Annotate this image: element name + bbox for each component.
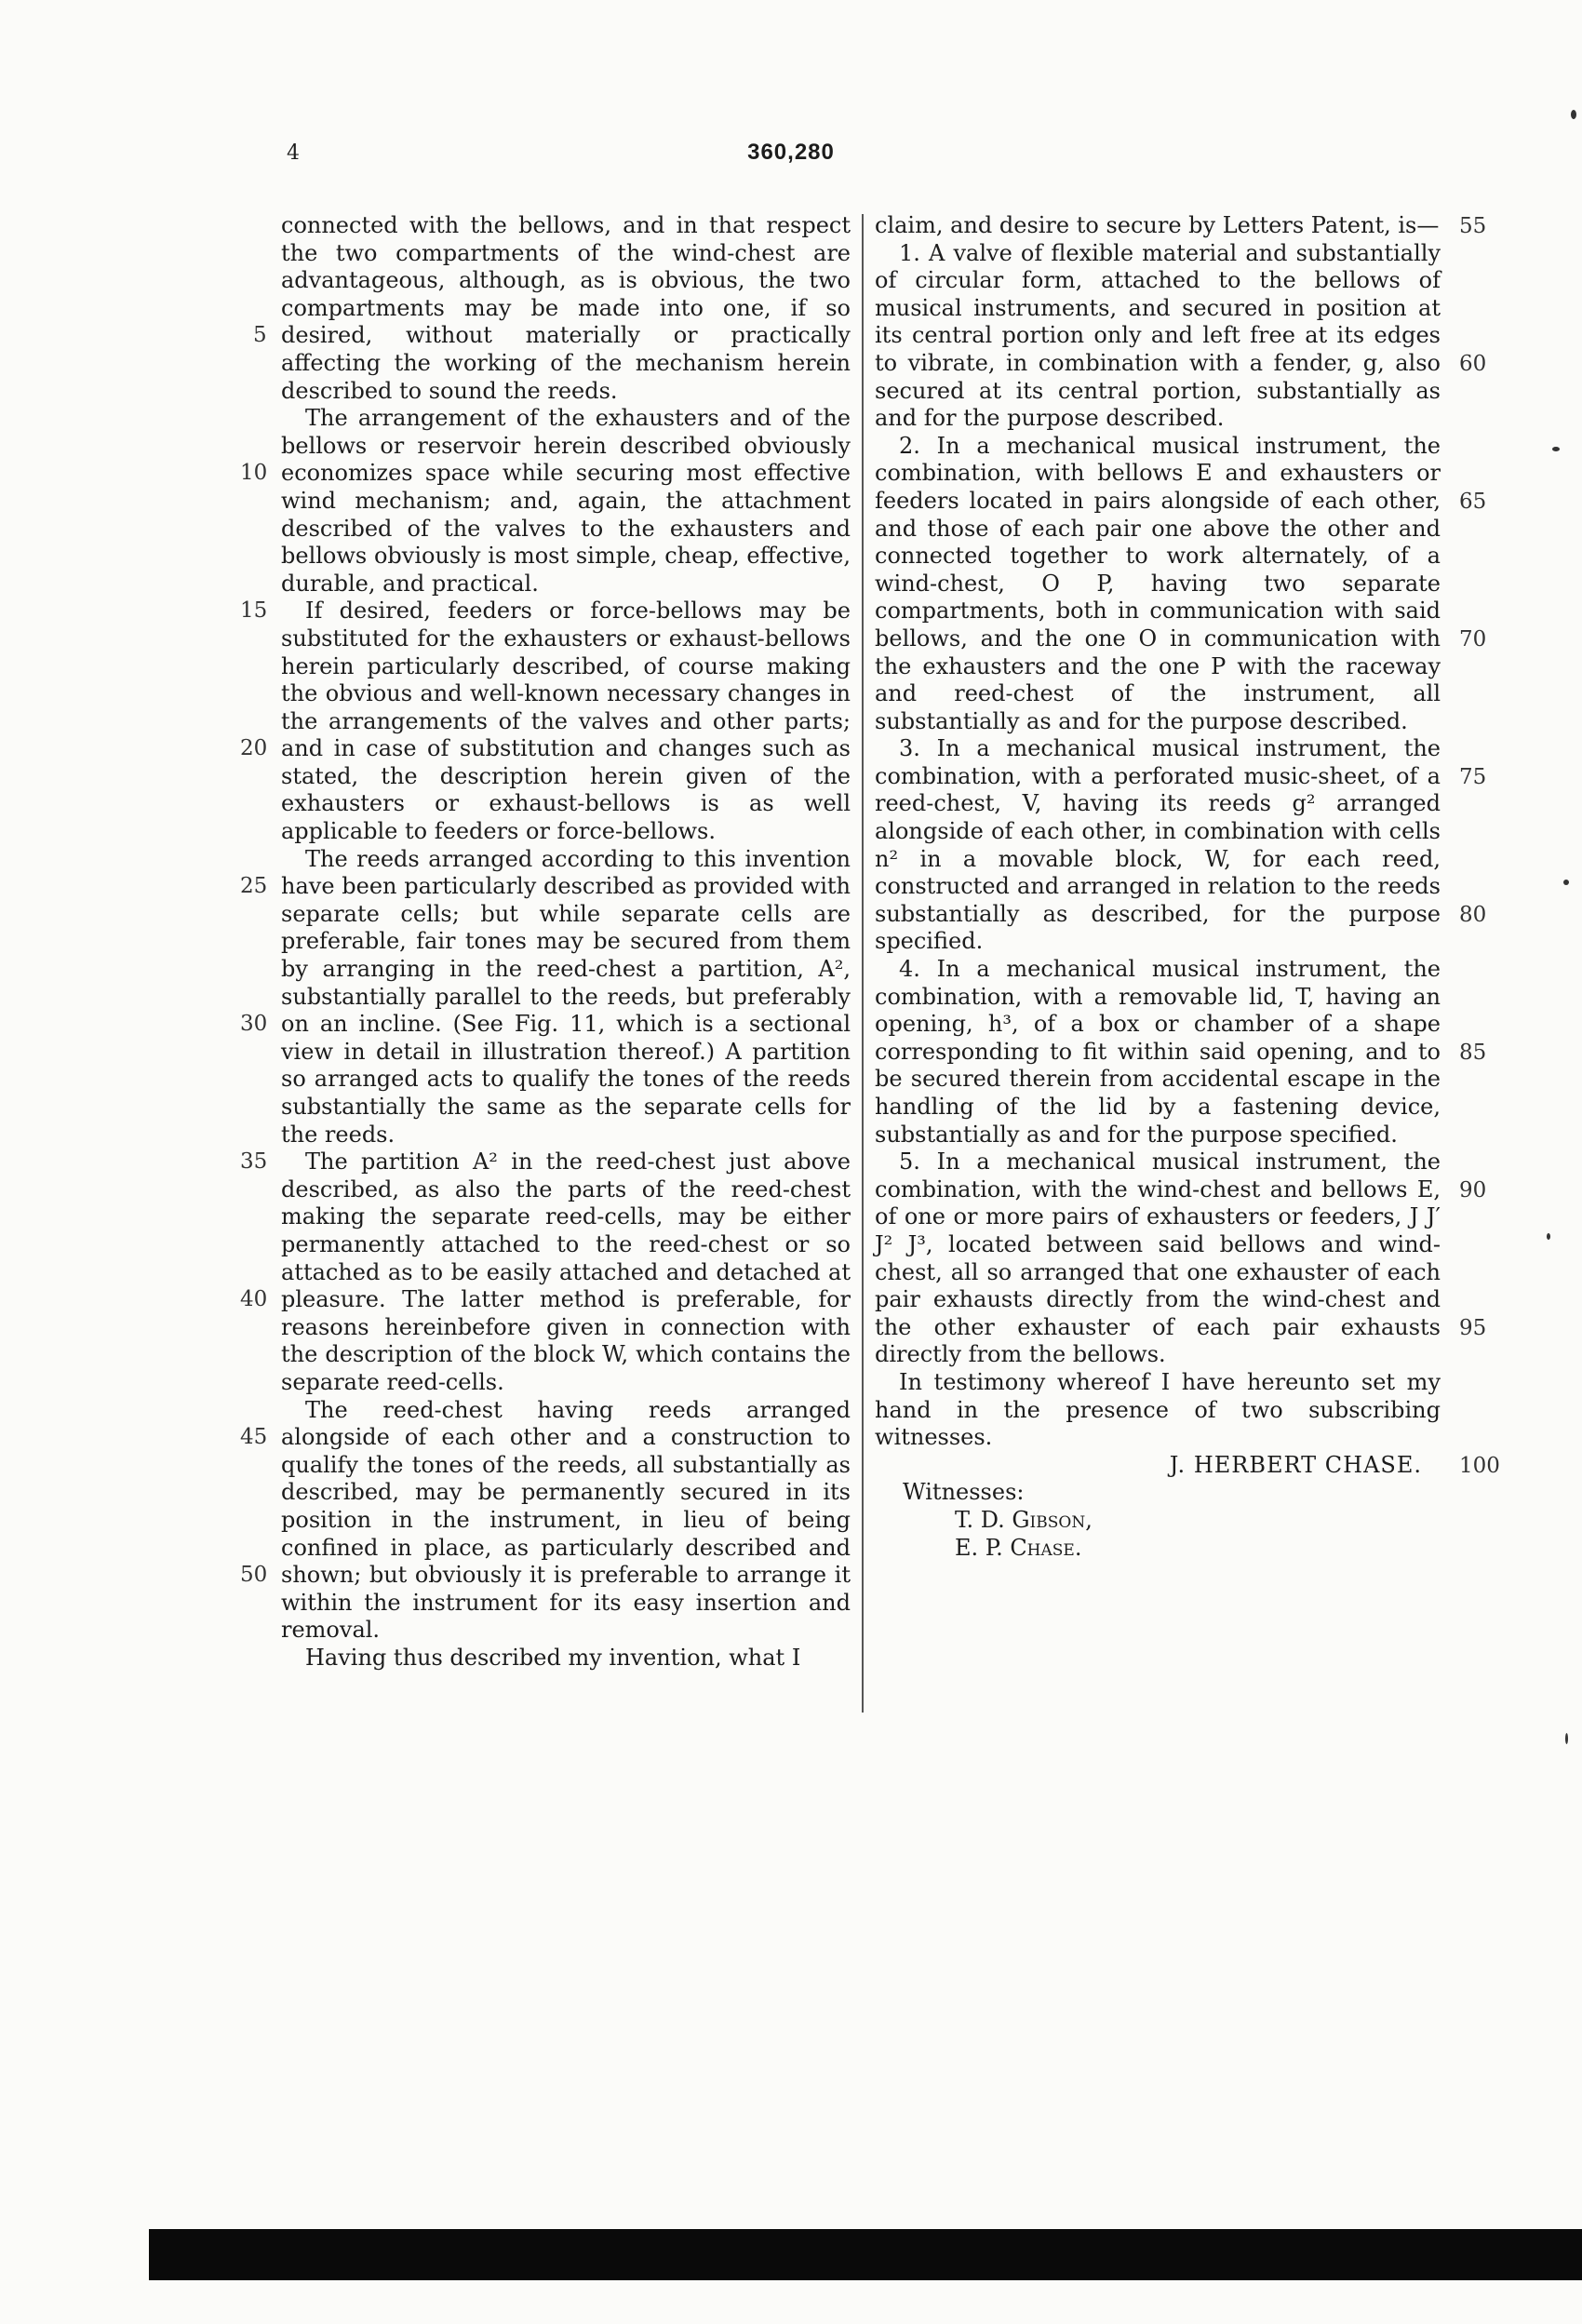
line-number: 30 [240, 1012, 268, 1036]
column-divider [862, 214, 864, 1713]
line-number: 55 [1459, 214, 1487, 238]
left-paragraph: connected with the bellows, and in that respect the two compartments of the wind-chest are advantageous, although, as is obvious, the two compartments may be made into one, if so desired, without materially or practically affecting the working of the mechanism herein described to sound the reeds. [281, 212, 851, 404]
left-paragraph: Having thus described my invention, what I [305, 1644, 801, 1671]
witness-name: T. D. Gibson, [955, 1506, 1093, 1533]
scan-speck [1552, 447, 1560, 451]
line-number: 50 [240, 1563, 268, 1587]
scan-speck [1547, 1233, 1550, 1240]
scan-speck [1565, 1733, 1568, 1744]
line-number: 80 [1459, 903, 1487, 927]
line-number: 5 [253, 323, 267, 347]
witnesses-label: Witnesses: [903, 1479, 1025, 1506]
right-column [875, 212, 1441, 1562]
scan-speck [1563, 880, 1569, 885]
left-paragraph: The reed-chest having reeds arranged alongside of each other and a construction to qualify the tones of the reeds, all substantially as described, may be permanently secured in its position in the instrument, in lieu of being confined in place, as particularly described and shown; but obviously it is preferable to arrange it within the instrument for its easy insertion and removal. [281, 1396, 851, 1644]
claim-2: 2. In a mechanical musical instrument, the combination, with bellows E and exhausters or feeders located in pairs alongside of each other, and those of each pair one above the other and connected together to work alternately, of a wind-chest, O P, having two separate compartments, both in communication with said bellows, and the one O in communication with the exhausters and the one P with the raceway and reed-chest of the instrument, all substantially as and for the purpose described. [875, 432, 1441, 734]
left-paragraph: The arrangement of the exhausters and of the bellows or reservoir herein described obviously economizes space while securing most effective wind mechanism; and, again, the attachment described of the valves to the exhausters and bellows obviously is most simple, cheap, effective, durable, and practical. [281, 405, 851, 597]
line-number: 45 [240, 1425, 268, 1449]
line-number: 15 [240, 598, 268, 623]
line-number: 25 [240, 874, 268, 898]
claim-1: 1. A valve of flexible material and substantially of circular form, attached to the bellows of musical instruments, and secured in position at its central portion only and left free at its edges to vibrate, in combination with a fender, g, also secured at its central portion, substantially as and for the purpose described. [875, 239, 1441, 432]
line-number: 65 [1459, 490, 1487, 514]
line-number: 60 [1459, 352, 1487, 376]
line-number: 95 [1459, 1316, 1487, 1340]
claim-4: 4. In a mechanical musical instrument, the combination, with a removable lid, T, having an opening, h³, of a box or chamber of a shape corresponding to fit within said opening, and to be secured therein from accidental escape in the handling of the lid by a fastening device, substantially as and for the purpose specified. [875, 956, 1441, 1148]
witness-name: E. P. Chase. [955, 1534, 1082, 1561]
inventor-signature: J. HERBERT CHASE. [1169, 1451, 1422, 1478]
line-number: 20 [240, 736, 268, 760]
left-paragraph: The partition A² in the reed-chest just above described, as also the parts of the reed-chest making the separate reed-cells, may be either permanently attached to the reed-chest or so attached as to be easily attached and detached at pleasure. The latter method is preferable, for reasons hereinbefore given in connection with the description of the block W, which contains the separate reed-cells. [281, 1149, 851, 1395]
claim-5: 5. In a mechanical musical instrument, the combination, with the wind-chest and bellows E, of one or more pairs of exhausters or feeders, J J′ J² J³, located between said bellows and wind-chest, all so arranged that one exhauster of each pair exhausts directly from the wind-chest and the other exhauster of each pair exhausts directly from the bellows. [875, 1149, 1441, 1368]
line-number: 75 [1459, 765, 1487, 789]
line-number: 90 [1459, 1178, 1487, 1202]
line-number: 70 [1459, 627, 1487, 652]
line-number: 40 [240, 1287, 268, 1311]
testimony: In testimony whereof I have hereunto set my hand in the presence of two subscribing witnesses. [875, 1368, 1441, 1451]
patent-number: 360,280 [747, 140, 835, 165]
line-number: 35 [240, 1149, 268, 1174]
claims-intro: claim, and desire to secure by Letters Patent, is— [875, 212, 1440, 238]
line-number: 85 [1459, 1041, 1487, 1065]
line-number: 100 [1459, 1454, 1500, 1478]
line-number: 10 [240, 461, 268, 485]
scan-edge-bar [149, 2229, 1582, 2280]
page-number: 4 [287, 141, 300, 165]
scan-speck [1571, 110, 1576, 119]
claim-3: 3. In a mechanical musical instrument, the combination, with a perforated music-sheet, of a reed-chest, V, having its reeds g² arranged alongside of each other, in combination with cells n² in a movable block, W, for each reed, constructed and arranged in relation to the reeds substantially as described, for the purpose specified. [875, 735, 1441, 955]
left-column [281, 212, 851, 1672]
left-paragraph: If desired, feeders or force-bellows may be substituted for the exhausters or exhaust-bellows herein particularly described, of course making the obvious and well-known necessary changes in the arrangements of the valves and other parts; and in case of substitution and changes such as stated, the description herein given of the exhausters or exhaust-bellows is as well applicable to feeders or force-bellows. [281, 598, 851, 845]
left-paragraph: The reeds arranged according to this invention have been particularly described as provided with separate cells; but while separate cells are preferable, fair tones may be secured from them by arranging in the reed-chest a partition, A², substantially parallel to the reeds, but preferably on an incline. (See Fig. 11, which is a sectional view in detail in illustration thereof.) A partition so arranged acts to qualify the tones of the reeds substantially the same as the separate cells for the reeds. [281, 845, 851, 1148]
